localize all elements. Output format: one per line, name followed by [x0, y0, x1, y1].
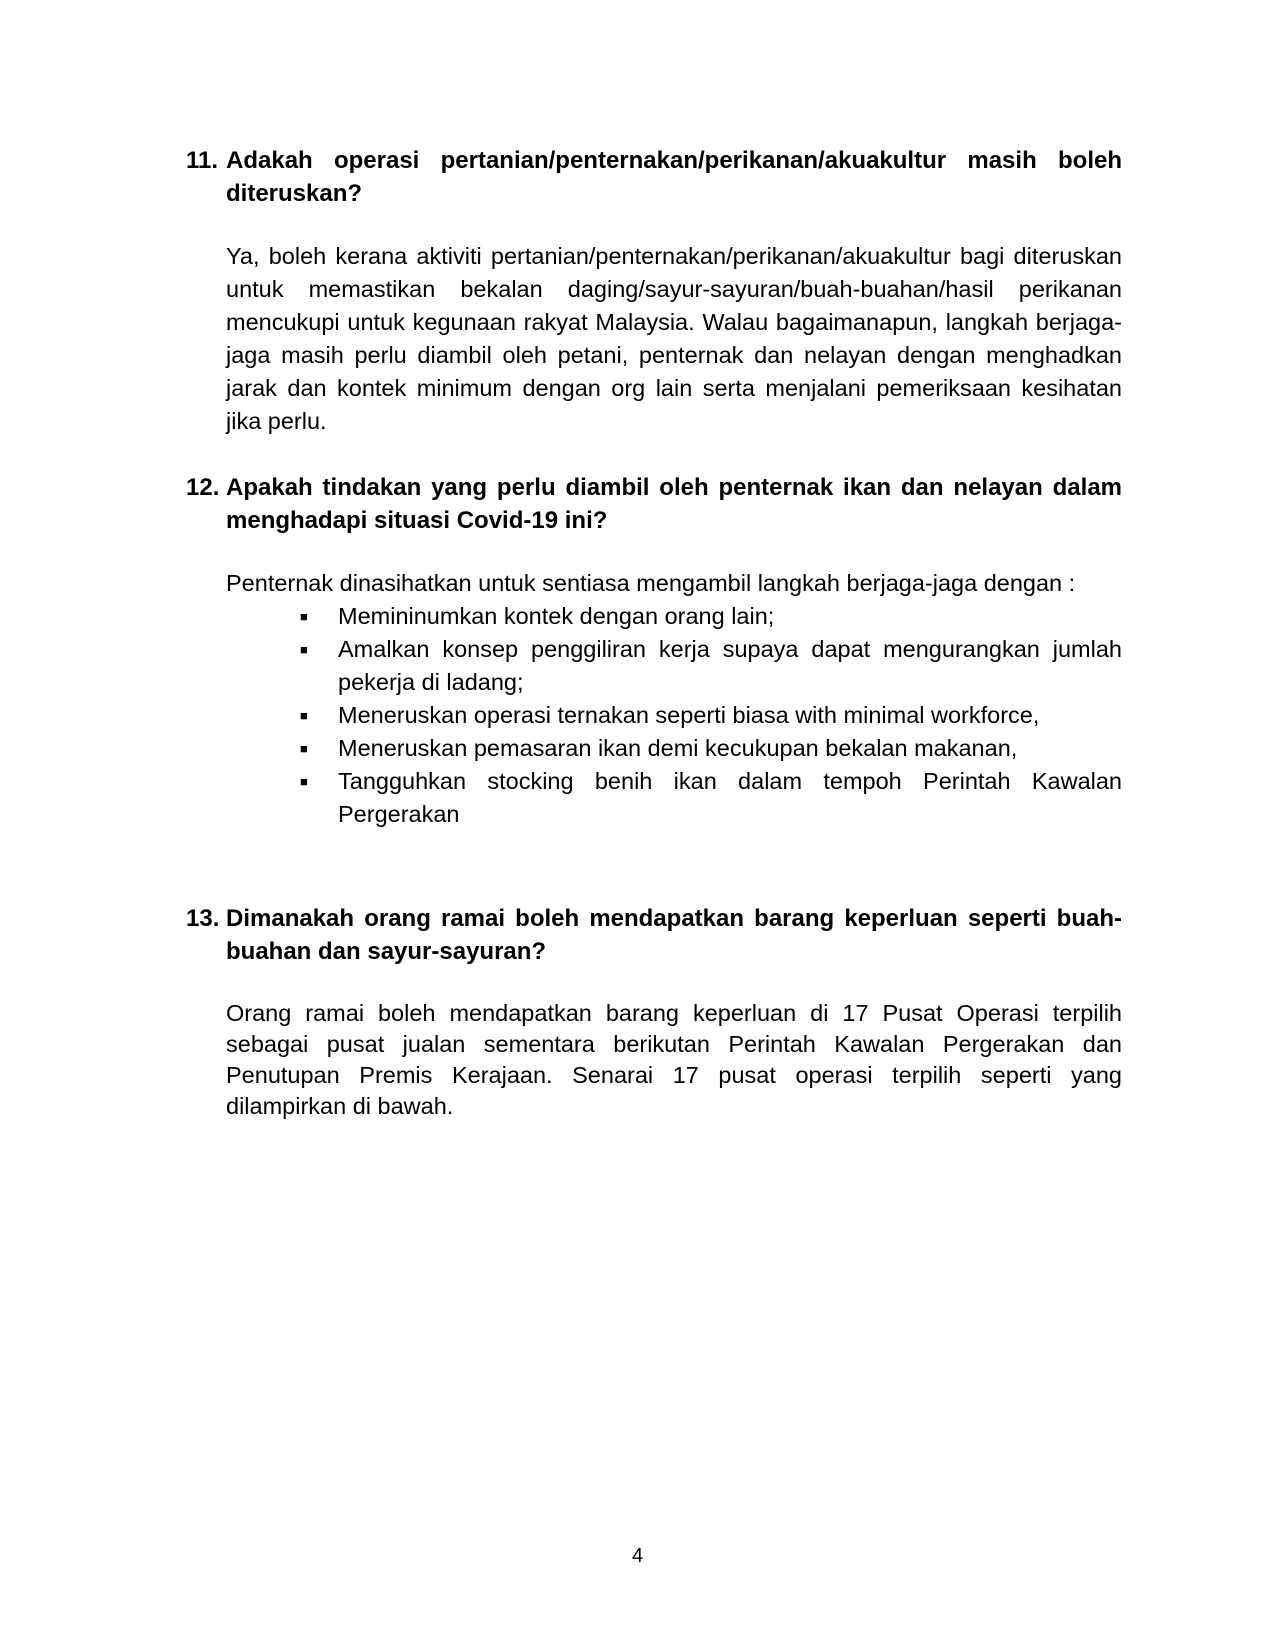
- question-title: Adakah operasi pertanian/penternakan/perikanan/akuakultur masih boleh diteruskan?: [226, 147, 1122, 207]
- square-bullet-icon: ■: [300, 609, 308, 624]
- question-heading: [186, 144, 1122, 210]
- square-bullet-icon: ■: [300, 741, 308, 756]
- page-number: 4: [631, 1545, 644, 1567]
- square-bullet-icon: ■: [300, 642, 308, 657]
- faq-item-11: [186, 144, 1122, 438]
- question-title: Dimanakah orang ramai boleh mendapatkan barang keperluan seperti buah-buahan dan sayur-sayuran?: [226, 905, 1122, 965]
- list-item: ■ Amalkan konsep penggiliran kerja supaya dapat mengurangkan jumlah pekerja di ladang;: [296, 633, 1122, 699]
- question-heading: [186, 471, 1122, 537]
- faq-item-13: [186, 902, 1122, 1122]
- question-number: 12.: [186, 474, 220, 501]
- question-heading: [186, 902, 1122, 968]
- square-bullet-icon: ■: [300, 708, 308, 723]
- bullet-list: [296, 600, 1122, 831]
- answer-intro: Penternak dinasihatkan untuk sentiasa mengambil langkah berjaga-jaga dengan :: [226, 570, 1076, 596]
- answer-body: [226, 240, 1122, 438]
- question-title: Apakah tindakan yang perlu diambil oleh penternak ikan dan nelayan dalam menghadapi situasi Covid-19 ini?: [226, 474, 1122, 534]
- list-item: ■ Tangguhkan stocking benih ikan dalam tempoh Perintah Kawalan Pergerakan: [296, 765, 1122, 831]
- answer-body: [226, 998, 1122, 1122]
- list-item: ■ Meneruskan operasi ternakan seperti biasa with minimal workforce,: [296, 699, 1122, 732]
- square-bullet-icon: ■: [300, 774, 308, 789]
- question-number: 11.: [186, 147, 219, 174]
- list-item: ■ Memininumkan kontek dengan orang lain;: [296, 600, 1122, 633]
- faq-item-12: [186, 471, 1122, 831]
- question-number: 13.: [186, 905, 220, 932]
- answer-paragraph: Ya, boleh kerana aktiviti pertanian/penternakan/perikanan/akuakultur bagi diteruskan untuk memastikan bekalan daging/sayur-sayuran/buah-buahan/hasil perikanan mencukupi untuk kegunaan rakyat Malaysia. Walau bagaimanapun, langkah berjaga-jaga masih perlu diambil oleh petani, penternak dan nelayan dengan menghadkan jarak dan kontek minimum dengan org lain serta menjalani pemeriksaan kesihatan jika perlu.: [226, 243, 1122, 434]
- answer-body: [226, 567, 1122, 600]
- list-item: ■ Meneruskan pemasaran ikan demi kecukupan bekalan makanan,: [296, 732, 1122, 765]
- answer-paragraph: Orang ramai boleh mendapatkan barang keperluan di 17 Pusat Operasi terpilih sebagai pusat jualan sementara berikutan Perintah Kawalan Pergerakan dan Penutupan Premis Kerajaan. Senarai 17 pusat operasi terpilih seperti yang dilampirkan di bawah.: [226, 1000, 1122, 1119]
